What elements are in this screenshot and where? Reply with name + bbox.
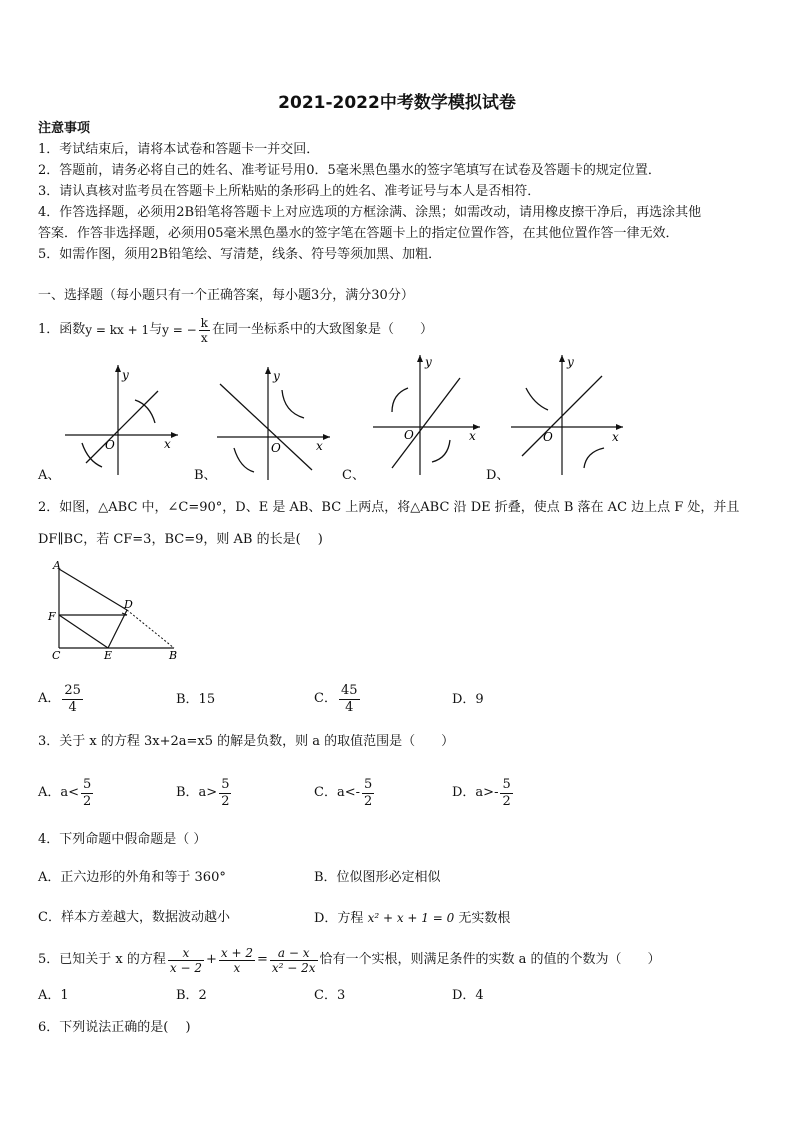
page-title: 2021-2022中考数学模拟试卷	[278, 93, 516, 113]
q4-option-a[interactable]: A．正六边形的外角和等于 360°	[38, 870, 226, 885]
q3-option-d[interactable]	[452, 772, 515, 814]
question-3-stem: 3．关于 x 的方程 3x+2a=x5 的解是负数，则 a 的取值范围是（ ）	[38, 734, 455, 749]
q5-option-a[interactable]: A．1	[38, 988, 69, 1003]
q5-f1-num: x	[168, 946, 204, 961]
q1-frac-den: x	[200, 330, 208, 345]
graph-d-origin: O	[543, 430, 553, 444]
graph-c-curve-2	[432, 440, 450, 462]
q2-label-f: F	[48, 610, 56, 623]
section-heading: 一、选择题（每小题只有一个正确答案，每小题3分，满分30分）	[38, 288, 414, 303]
graph-a-y-label: y	[122, 368, 129, 382]
q4-option-d[interactable]	[314, 908, 510, 929]
q2-option-b[interactable]: B．15	[176, 692, 216, 707]
q3-opt-a-num: 5	[83, 776, 92, 792]
graph-d-x-label: x	[612, 430, 619, 444]
q2-label-c: C	[52, 649, 61, 662]
q5-f1-den: x − 2	[169, 960, 202, 975]
q3-opt-c-fraction	[362, 777, 374, 810]
graph-b-origin: O	[271, 441, 281, 455]
q3-opt-d-den: 2	[502, 793, 511, 809]
graph-c-y-arrow	[417, 355, 423, 362]
q2-opt-c-fraction	[339, 683, 360, 716]
q3-opt-d-fraction	[500, 777, 512, 810]
graph-b-y-arrow	[265, 367, 271, 374]
q2-opt-a-den: 4	[68, 699, 77, 715]
q2-option-d[interactable]: D．9	[452, 692, 484, 707]
q1-option-c[interactable]: C、	[342, 468, 365, 483]
q4-option-c[interactable]: C．样本方差越大，数据波动越小	[38, 910, 230, 925]
notice-item-3: 3．请认真核对监考员在答题卡上所粘贴的条形码上的姓名、准考证号与本人是否相符．	[38, 184, 541, 199]
q5-option-b[interactable]: B．2	[176, 988, 207, 1003]
q2-segment-db-dashed	[127, 610, 174, 648]
q1-graph-a	[60, 355, 180, 480]
graph-b-line	[220, 384, 312, 470]
q1-graph-b	[212, 362, 332, 482]
q2-label-d: D	[124, 598, 133, 611]
q4-opt-d-equation: x² + x + 1 = 0	[367, 911, 455, 925]
q4-opt-d-pre: D．方程	[314, 911, 364, 926]
q5-f3-den: x² − 2x	[271, 960, 316, 975]
q1-graph-d	[508, 350, 628, 480]
q5-prefix: 5．已知关于 x 的方程	[38, 952, 166, 967]
q5-fraction-3	[270, 946, 318, 975]
q2-opt-c-label: C．	[314, 691, 337, 706]
notice-item-4-cont: 答案．作答非选择题，必须用05毫米黑色墨水的签字笔在答题卡上的指定位置作答，在其他位置作答一律无效．	[38, 226, 679, 241]
q5-f2-num: x + 2	[220, 945, 253, 960]
q3-option-a[interactable]	[38, 772, 95, 814]
question-5-stem	[38, 940, 661, 980]
question-6-stem: 6．下列说法正确的是( )	[38, 1020, 191, 1035]
q3-opt-b-num: 5	[221, 776, 230, 792]
question-2-line-2: DF∥BC，若 CF=3，BC=9，则 AB 的长是( )	[38, 532, 323, 547]
q3-opt-b-fraction	[219, 777, 231, 810]
graph-b-x-arrow	[323, 434, 330, 440]
q1-option-d[interactable]: D、	[486, 468, 510, 483]
q5-fraction-1	[168, 946, 204, 975]
q2-option-a[interactable]	[38, 678, 85, 720]
q1-prefix: 1．函数	[38, 322, 86, 337]
q2-segment-fe	[59, 615, 108, 648]
graph-c-curve-1	[392, 388, 408, 412]
q3-opt-c-label: C．a<-	[314, 785, 360, 800]
graph-b-y-label: y	[273, 369, 280, 383]
q5-suffix: 恰有一个实根，则满足条件的实数 a 的值的个数为（ ）	[319, 952, 661, 967]
graph-d-curve-2	[584, 448, 604, 468]
graph-a-x-label: x	[164, 437, 171, 451]
graph-b-curve-2	[234, 448, 254, 472]
notice-item-1: 1．考试结束后，请将本试卷和答题卡一并交回．	[38, 142, 320, 157]
notice-heading: 注意事项	[38, 121, 91, 136]
graph-d-y-label: y	[567, 355, 574, 369]
q3-opt-a-den: 2	[83, 793, 92, 809]
graph-a-origin: O	[105, 438, 115, 452]
question-4-stem: 4．下列命题中假命题是（ ）	[38, 832, 207, 847]
q1-suffix: 在同一坐标系中的大致图象是（ ）	[211, 322, 433, 337]
q2-opt-a-fraction	[62, 683, 83, 716]
q5-f2-den: x	[233, 960, 241, 975]
question-1-stem	[38, 312, 433, 348]
q3-opt-d-label: D．a>-	[452, 785, 499, 800]
q1-eq1: y = kx + 1	[85, 323, 150, 337]
q3-opt-a-label: A．a<	[38, 785, 80, 800]
question-2-line-1: 2．如图，△ABC 中，∠C=90°，D、E 是 AB、BC 上两点，将△ABC 沿 DE 折叠，使点 B 落在 AC 边上点 F 处，并且	[38, 500, 740, 515]
q2-triangle-figure	[44, 558, 194, 668]
q5-f3-num: a − x	[270, 946, 318, 961]
graph-b-curve-1	[282, 390, 304, 418]
q3-opt-d-num: 5	[502, 776, 511, 792]
q3-opt-b-label: B．a>	[176, 785, 218, 800]
q4-opt-d-post: 无实数根	[458, 911, 511, 926]
graph-a-curve-2	[82, 443, 102, 467]
q2-opt-c-num: 45	[340, 682, 358, 698]
q2-opt-a-num: 25	[64, 682, 81, 698]
notice-item-2: 2．答题前，请务必将自己的姓名、准考证号用0．5毫米黑色墨水的签字笔填写在试卷及答题卡的规定位置．	[38, 163, 661, 178]
notice-item-4: 4．作答选择题，必须用2B铅笔将答题卡上对应选项的方框涂满、涂黑；如需改动，请用橡皮擦干净后，再选涂其他	[38, 205, 702, 220]
q1-eq2: y = −	[162, 323, 197, 337]
q2-segment-de	[108, 610, 127, 648]
q1-graph-c	[368, 350, 488, 480]
q3-opt-b-den: 2	[221, 793, 230, 809]
q1-fraction	[199, 316, 210, 345]
q3-option-b[interactable]	[176, 772, 233, 814]
graph-c-y-label: y	[425, 355, 432, 369]
q5-plus: +	[205, 952, 217, 967]
q2-option-c[interactable]	[314, 678, 362, 720]
q3-option-c[interactable]	[314, 772, 376, 814]
q5-option-c[interactable]: C．3	[314, 988, 346, 1003]
q2-opt-a-label: A．	[38, 691, 61, 706]
q3-opt-a-fraction	[81, 777, 93, 810]
q1-frac-num: k	[200, 315, 208, 330]
graph-c-x-label: x	[469, 429, 476, 443]
q4-option-b[interactable]: B．位似图形必定相似	[314, 870, 441, 885]
q5-equals: =	[256, 952, 268, 967]
graph-b-x-label: x	[316, 439, 323, 453]
q1-mid: 与	[149, 322, 163, 337]
q1-option-b[interactable]: B、	[194, 468, 217, 483]
q3-opt-c-den: 2	[363, 793, 373, 809]
notice-item-5: 5．如需作图，须用2B铅笔绘、写清楚，线条、符号等须加黑、加粗．	[38, 247, 442, 262]
q2-opt-c-den: 4	[345, 699, 354, 715]
graph-a-y-arrow	[115, 365, 121, 372]
graph-d-curve-1	[526, 388, 548, 410]
graph-a-x-arrow	[171, 432, 178, 438]
q2-segment-ad	[59, 569, 127, 610]
q2-label-b: B	[169, 649, 178, 662]
graph-d-y-arrow	[559, 355, 565, 362]
q3-opt-c-num: 5	[363, 776, 373, 792]
graph-a-line	[86, 391, 158, 463]
q2-label-e: E	[104, 649, 113, 662]
q2-label-a: A	[53, 559, 61, 572]
q5-fraction-2	[219, 946, 255, 975]
q1-option-a[interactable]: A、	[38, 468, 61, 483]
q5-option-d[interactable]: D．4	[452, 988, 484, 1003]
graph-c-origin: O	[404, 428, 414, 442]
